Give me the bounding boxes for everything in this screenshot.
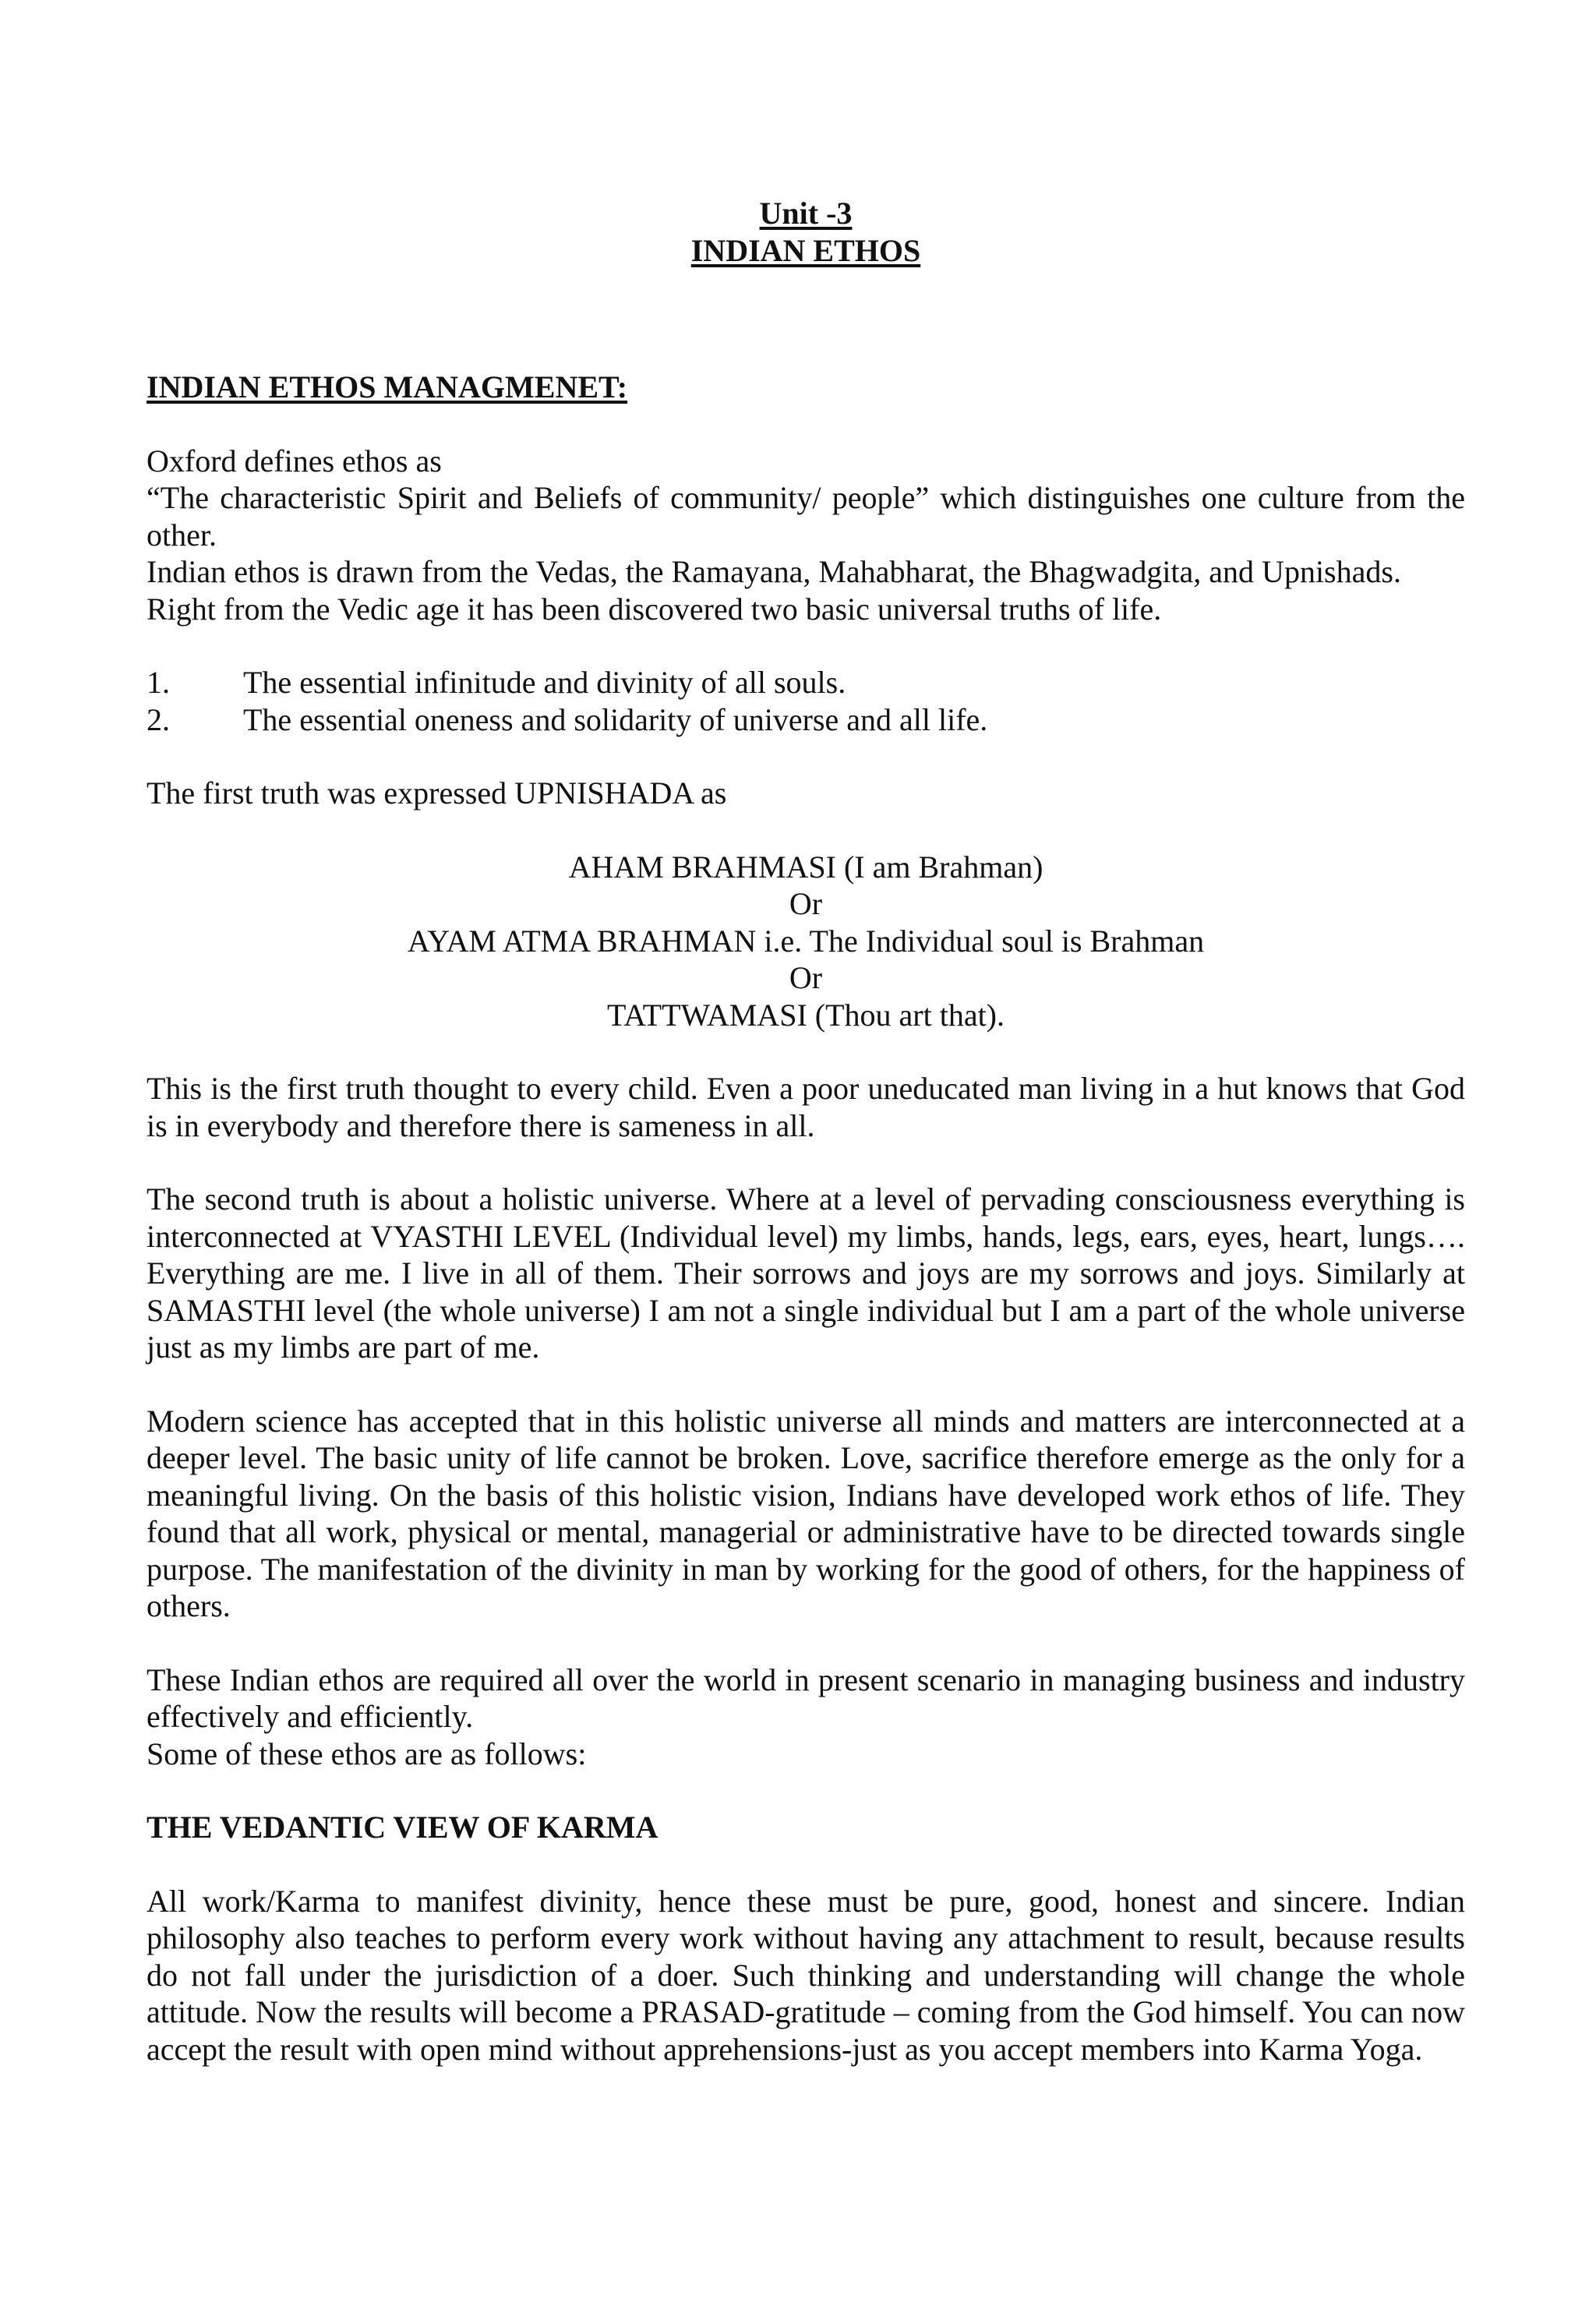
second-truth-paragraph: The second truth is about a holistic universe. Where at a level of pervading consciousness everything is interconnected at VYASTHI LEVEL (Individual level) my limbs, hands, legs, ears, eyes, heart, lungs…. Everything are me. I live in all of them. Their sorrows and joys are my sorrows and joys. Similarly at SAMASTHI level (the whole universe) I am not a single individual but I am a part of the whole universe just as my limbs are part of me. (147, 1181, 1465, 1365)
some-of-these-line: Some of these ethos are as follows: (147, 1736, 587, 1771)
list-item (147, 664, 1465, 701)
mantra-line-1: AHAM BRAHMASI (I am Brahman) (568, 849, 1043, 885)
drawn-from-line: Indian ethos is drawn from the Vedas, the Ramayana, Mahabharat, the Bhagwadgita, and Upnishads. (147, 554, 1401, 589)
list-text: The essential oneness and solidarity of universe and all life. (243, 701, 988, 737)
page-title: INDIAN ETHOS (690, 232, 921, 268)
list-text: The essential infinitude and divinity of all souls. (243, 665, 846, 700)
first-truth-intro: The first truth was expressed UPNISHADA as (147, 775, 727, 810)
mantra-line-2: AYAM ATMA BRAHMAN i.e. The Individual soul is Brahman (407, 923, 1205, 959)
section-heading-vedantic-karma: THE VEDANTIC VIEW OF KARMA (147, 1810, 659, 1845)
list-number: 2. (147, 701, 170, 737)
ethos-required-paragraph: These Indian ethos are required all over the world in present scenario in managing business and industry effectively and efficiently. (147, 1662, 1465, 1734)
list-item (147, 701, 1465, 739)
mantra-or-1: Or (789, 886, 823, 921)
list-number: 1. (147, 665, 170, 700)
first-truth-paragraph: This is the first truth thought to every child. Even a poor uneducated man living in a hut knows that God is in everybody and therefore there is sameness in all. (147, 1071, 1465, 1143)
vedantic-karma-paragraph: All work/Karma to manifest divinity, hence these must be pure, good, honest and sincere. Indian philosophy also teaches to perform every work without having any attachment to result, because results do not fall under the jurisdiction of a doer. Such thinking and understanding will change the whole attitude. Now the results will become a PRASAD-gratitude – coming from the God himself. You can now accept the result with open mind without apprehensions-just as you accept members into Karma Yoga. (147, 1883, 1465, 2067)
document-page (147, 195, 1465, 2068)
mantra-or-2: Or (789, 960, 823, 995)
mantra-line-3: TATTWAMASI (Thou art that). (606, 997, 1005, 1033)
intro-line: Oxford defines ethos as (147, 443, 442, 479)
right-from-line: Right from the Vedic age it has been discovered two basic universal truths of life. (147, 591, 1162, 627)
section-heading-indian-ethos-management: INDIAN ETHOS MANAGMENET: (147, 369, 628, 404)
oxford-quote-paragraph: “The characteristic Spirit and Beliefs of community/ people” which distinguishes one culture from the other. (147, 480, 1465, 553)
unit-label: Unit -3 (759, 196, 853, 231)
modern-science-paragraph: Modern science has accepted that in this holistic universe all minds and matters are interconnected at a deeper level. The basic unity of life cannot be broken. Love, sacrifice therefore emerge as the only for a meaningful living. On the basis of this holistic vision, Indians have developed work ethos of life. They found that all work, physical or mental, managerial or administrative have to be directed towards single purpose. The manifestation of the divinity in man by working for the good of others, for the happiness of others. (147, 1403, 1465, 1623)
